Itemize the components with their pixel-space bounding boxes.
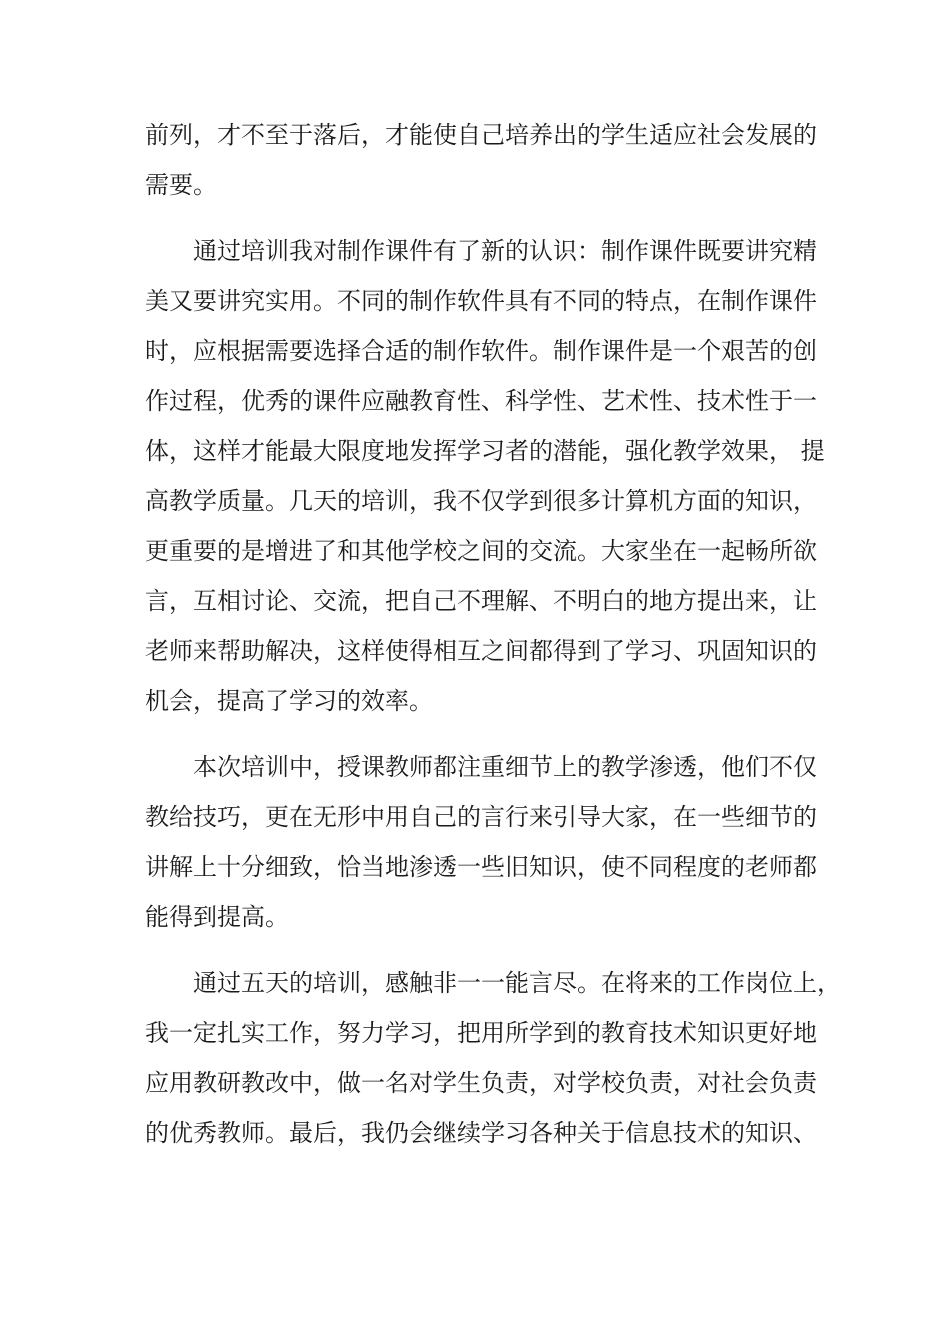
text-line: 体，这样才能最大限度地发挥学习者的潜能，强化教学效果， 提 bbox=[145, 437, 825, 465]
text-line: 本次培训中，授课教师都注重细节上的教学渗透，他们不仅 bbox=[193, 753, 817, 781]
text-line: 讲解上十分细致，恰当地渗透一些旧知识，使不同程度的老师都 bbox=[145, 853, 817, 881]
paragraph-3 bbox=[145, 742, 817, 942]
paragraph-1 bbox=[145, 110, 817, 210]
text-line: 通过培训我对制作课件有了新的认识：制作课件既要讲究精 bbox=[193, 237, 817, 265]
text-line: 时，应根据需要选择合适的制作软件。制作课件是一个艰苦的创 bbox=[145, 337, 817, 365]
text-line: 更重要的是增进了和其他学校之间的交流。大家坐在一起畅所欲 bbox=[145, 537, 817, 565]
text-line: 通过五天的培训，感触非一一能言尽。在将来的工作岗位上， bbox=[193, 969, 841, 997]
text-line: 教给技巧，更在无形中用自己的言行来引导大家，在一些细节的 bbox=[145, 803, 817, 831]
text-line: 作过程，优秀的课件应融教育性、科学性、艺术性、技术性于一 bbox=[145, 387, 817, 415]
paragraph-2 bbox=[145, 226, 825, 726]
document-body bbox=[145, 110, 841, 1158]
text-line: 的优秀教师。最后，我仍会继续学习各种关于信息技术的知识、 bbox=[145, 1119, 817, 1147]
text-line: 能得到提高。 bbox=[145, 903, 289, 931]
text-line: 应用教研教改中，做一名对学生负责，对学校负责，对社会负责 bbox=[145, 1069, 817, 1097]
paragraph-4 bbox=[145, 958, 841, 1158]
text-line: 机会，提高了学习的效率。 bbox=[145, 687, 433, 715]
text-line: 高教学质量。几天的培训，我不仅学到很多计算机方面的知识， bbox=[145, 487, 817, 515]
text-line: 老师来帮助解决，这样使得相互之间都得到了学习、巩固知识的 bbox=[145, 637, 817, 665]
text-line: 美又要讲究实用。不同的制作软件具有不同的特点，在制作课件 bbox=[145, 287, 817, 315]
text-line: 前列，才不至于落后，才能使自己培养出的学生适应社会发展的 bbox=[145, 121, 817, 149]
text-line: 言，互相讨论、交流，把自己不理解、不明白的地方提出来，让 bbox=[145, 587, 817, 615]
text-line: 我一定扎实工作，努力学习，把用所学到的教育技术知识更好地 bbox=[145, 1019, 817, 1047]
text-line: 需要。 bbox=[145, 171, 217, 199]
